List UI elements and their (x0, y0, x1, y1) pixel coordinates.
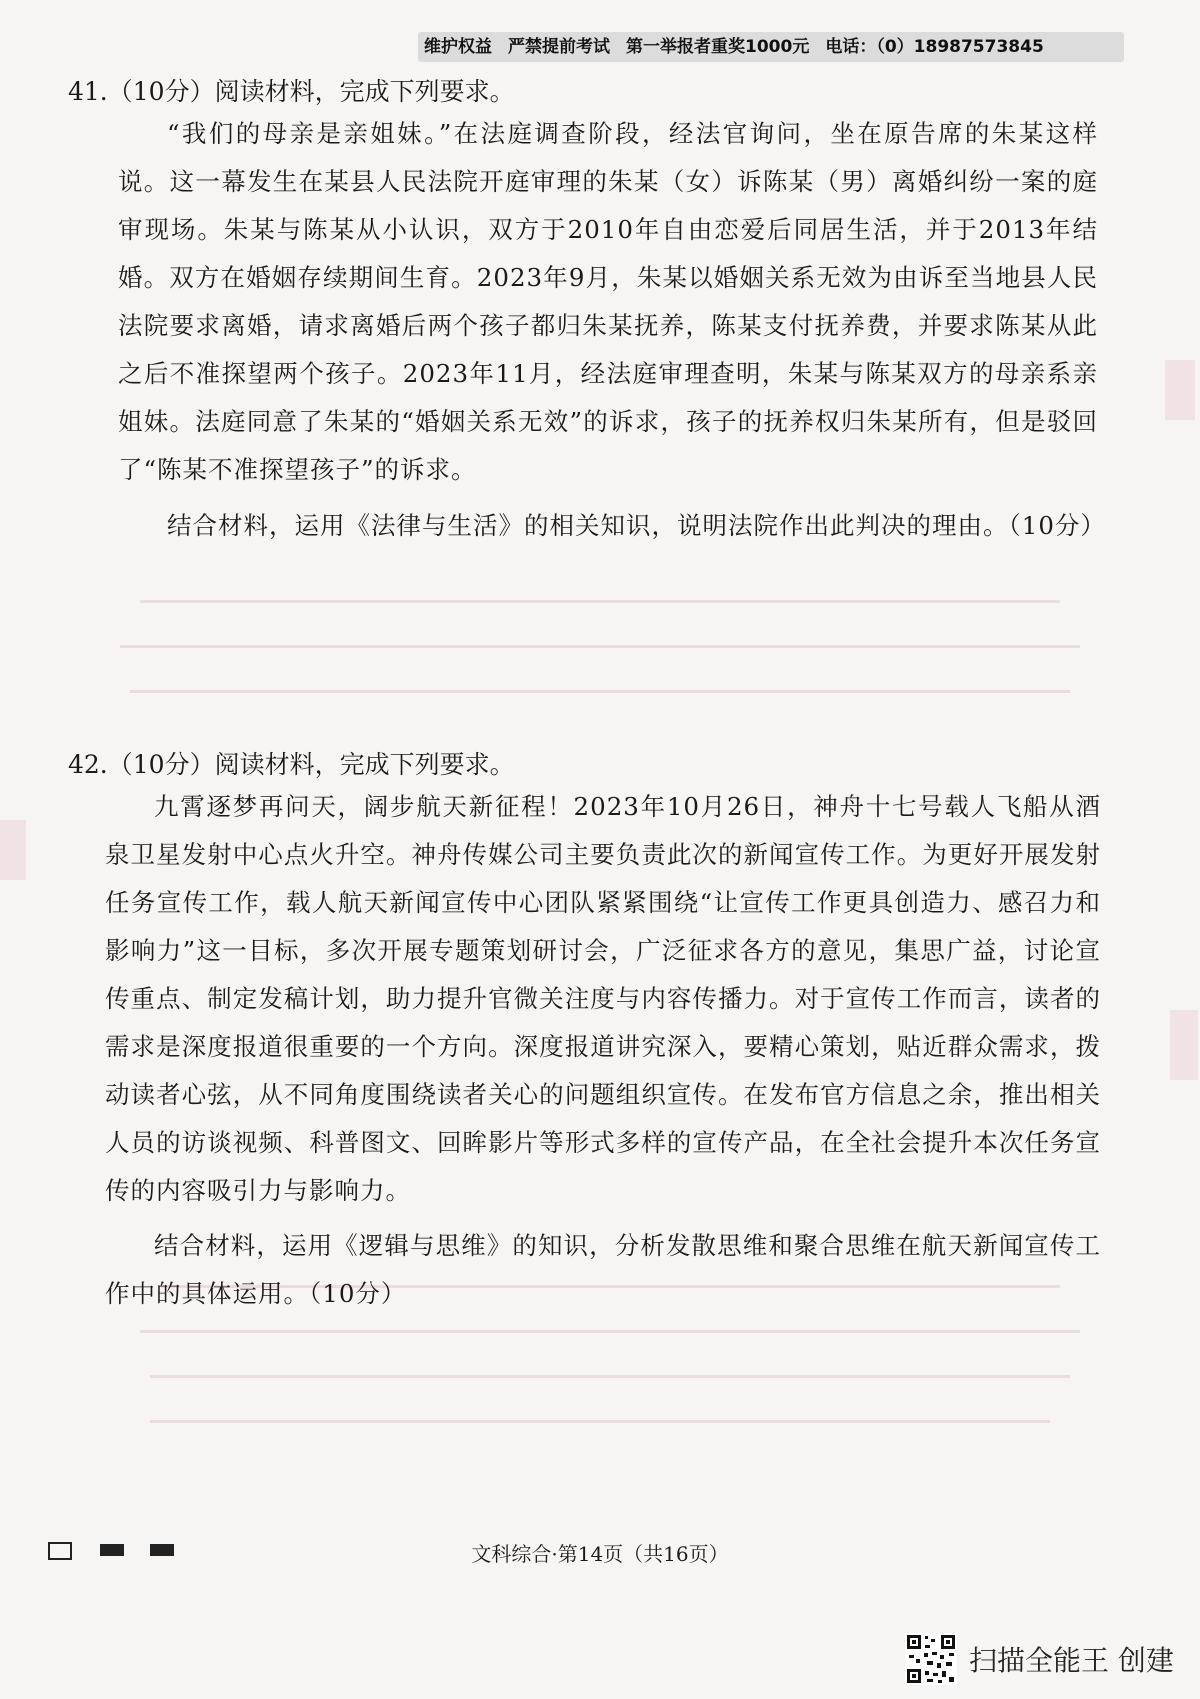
header-phone: 电话：（0）18987573845 (825, 37, 1044, 57)
exam-header-strip (418, 32, 1124, 62)
question-42-heading: 42.（10分）阅读材料，完成下列要求。 (68, 750, 515, 779)
question-42-material: 九霄逐梦再问天，阔步航天新征程！2023年10月26日，神舟十七号载人飞船从酒泉卫星发射中心点火升空。神舟传媒公司主要负责此次的新闻宣传工作。为更好开展发射任务宣传工作，载人航天新闻宣传中心团队紧紧围绕“让宣传工作更具创造力、感召力和影响力”这一目标，多次开展专题策划研讨会，广泛征求各方的意见，集思广益，讨论宣传重点、制定发稿计划，助力提升官微关注度与内容传播力。对于宣传工作而言，读者的需求是深度报道很重要的一个方向。深度报道讲究深入，要精心策划，贴近群众需求，拨动读者心弦，从不同角度围绕读者关心的问题组织宣传。在发布官方信息之余，推出相关人员的访谈视频、科普图文、回眸影片等形式多样的宣传产品，在全社会提升本次任务宣传的内容吸引力与影响力。 (105, 792, 1101, 1205)
question-41-task: 结合材料，运用《法律与生活》的相关知识，说明法院作出此判决的理由。（10分） (167, 511, 1106, 540)
header-rights: 维护权益 (424, 37, 492, 57)
question-41-material: “我们的母亲是亲姐妹。”在法庭调查阶段，经法官询问，坐在原告席的朱某这样说。这一幕发生在某县人民法院开庭审理的朱某（女）诉陈某（男）离婚纠纷一案的庭审现场。朱某与陈某从小认识，双方于2010年自由恋爱后同居生活，并于2013年结婚。双方在婚姻存续期间生育。2023年9月，朱某以婚姻关系无效为由诉至当地县人民法院要求离婚，请求离婚后两个孩子都归朱某抚养，陈某支付抚养费，并要求陈某从此之后不准探望两个孩子。2023年11月，经法庭审理查明，朱某与陈某双方的母亲系亲姐妹。法庭同意了朱某的“婚姻关系无效”的诉求，孩子的抚养权归朱某所有，但是驳回了“陈某不准探望孩子”的诉求。 (118, 119, 1098, 484)
scanner-watermark-text: 扫描全能王 创建 (969, 1644, 1174, 1677)
qr-code-icon (905, 1633, 957, 1685)
page-footer: 文科综合·第14页（共16页） (471, 1542, 729, 1566)
question-42-task: 结合材料，运用《逻辑与思维》的知识，分析发散思维和聚合思维在航天新闻宣传工作中的具体运用。（10分） (105, 1231, 1101, 1308)
question-41-heading: 41.（10分）阅读材料，完成下列要求。 (68, 77, 515, 106)
header-reward: 第一举报者重奖1000元 (626, 37, 810, 57)
header-no-early-exam: 严禁提前考试 (508, 37, 610, 57)
